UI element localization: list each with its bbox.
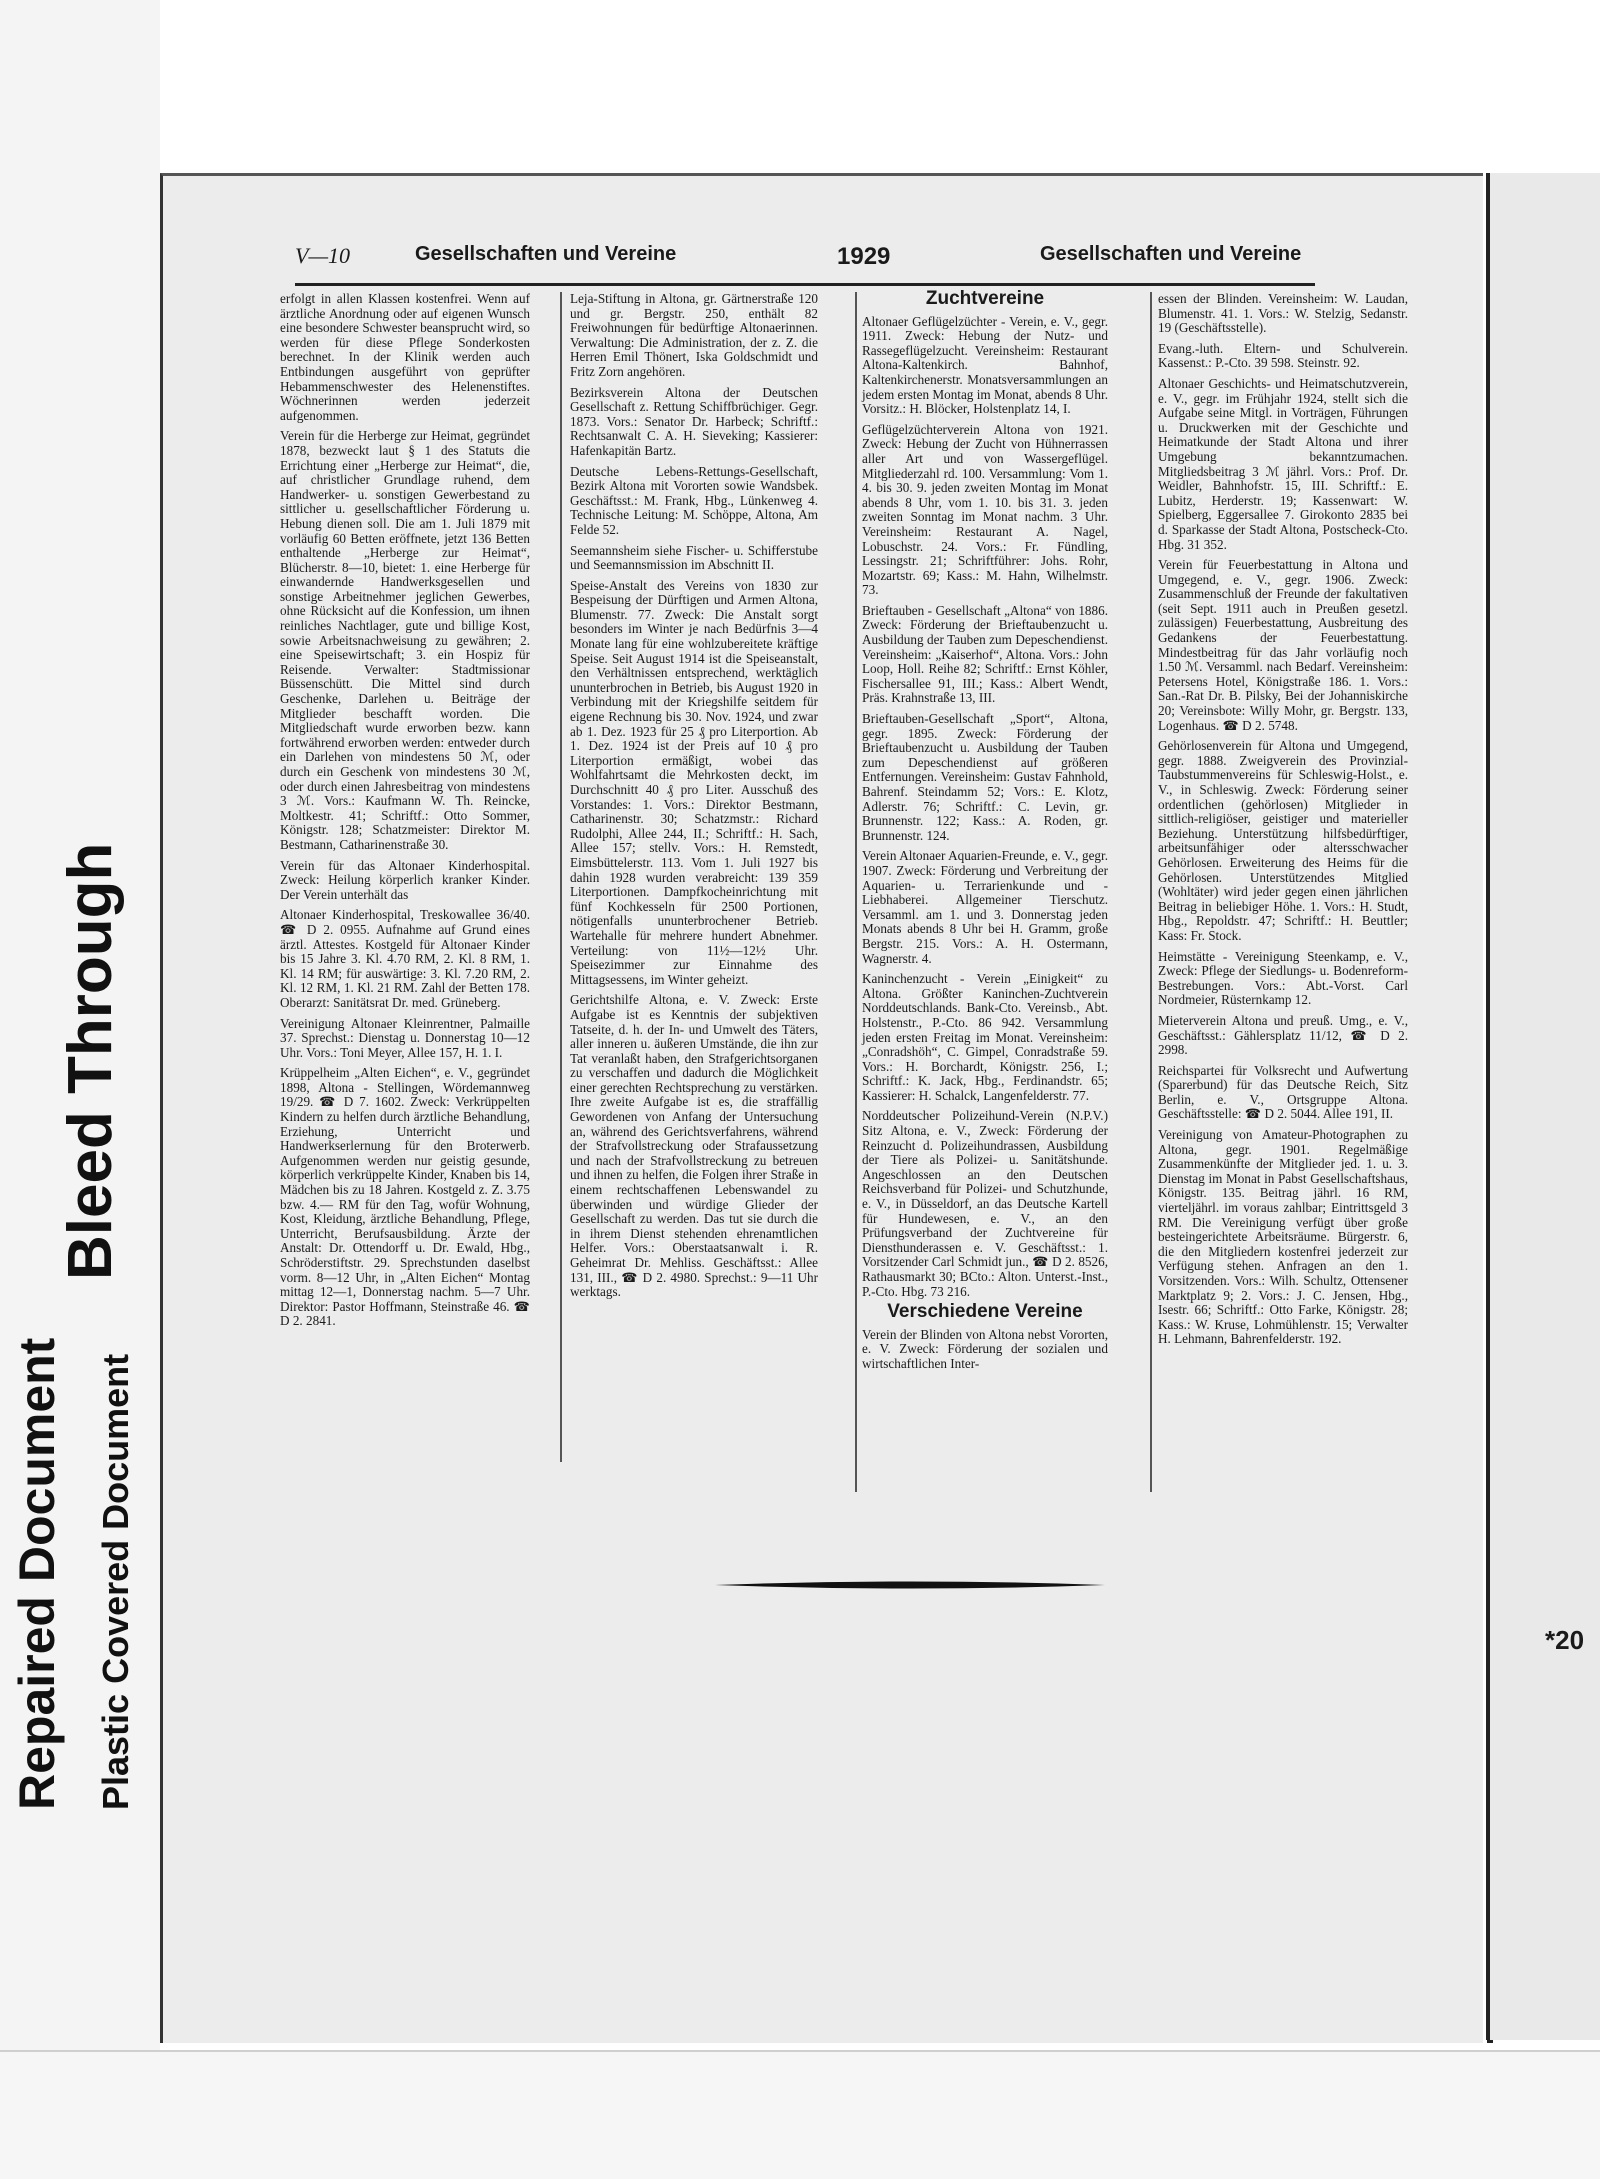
entry-paragraph: erfolgt in allen Klassen kostenfrei. Wenn auf ärztliche Anordnung oder auf eigenen Wunsch eine besondere Schwester beansprucht wird, so werden für diese Pflege Sonderkosten berechnet. In der Klinik werden auch Entbindungen ausgeführt von geprüfter Hebammenschwester des Helenenstiftes. Wöchnerinnen werden jederzeit aufgenommen. [280,291,530,423]
entry-paragraph: Bezirksverein Altona der Deutschen Gesellschaft z. Rettung Schiffbrüchiger. Gegr. 1873. Vors.: Senator Dr. Harbeck; Schriftf.: Rechtsanwalt C. A. H. Sieveking; Kassierer: Hafenkapitän Bartz. [570,384,818,458]
column-divider [855,292,857,1492]
entry-paragraph: Verein für Feuerbestattung in Altona und Umgegend, e. V., gegr. 1906. Zweck: Zusammenschluß der Freunde der fakultativen (seit Sept. 1911 auch in Preußen gesetzl. zulässigen) Feuerbestattung, Ausbreitung des Gedankens der Feuerbestattung. Mindestbeitrag für das Jahr vorläufig noch 1.50 ℳ. Versamml. nach Bedarf. Vereinsheim: Petersens Hotel, Königstraße 186. 1. Vors.: San.-Rat Dr. B. Pilsky, Bei der Johanniskirche 20; Vereinsbote: Willy Mohr, gr. Bergstr. 133, Logenhaus. ☎ D 2. 5748. [1158,557,1408,733]
entry-paragraph: Heimstätte - Vereinigung Steenkamp, e. V., Zweck: Pflege der Siedlungs- u. Bodenreform-Bestrebungen. Vors.: Abt.-Vorst. Carl Nordmeier, Rüsternkamp 12. [1158,948,1408,1008]
entry-paragraph: Leja-Stiftung in Altona, gr. Gärtnerstraße 120 und gr. Bergstr. 250, enthält 82 Freiwohnungen für bedürftige Altonaerinnen. Verwaltung: Die Administration, der z. Z. die Herren Emil Thönert, Iska Goldschmidt und Fritz Zorn angehören. [570,291,818,379]
repaired-document-label: Repaired Document [9,1337,65,1810]
column-2 [570,292,818,1306]
header-year: 1929 [837,243,891,270]
entry-paragraph: Vereinigung von Amateur-Photographen zu Altona, gegr. 1901. Regelmäßige Zusammenkünfte der Mitglieder jed. 1. u. 3. Dienstag im Monat in Pabst Gesellschaftshaus, Königstr. 135. Beitrag jährl. 16 RM, vierteljährl. im voraus zahlbar; Eintrittsgeld 3 RM. Die Vereinigung verfügt über große besteingerichtete Arbeitsräume. Bürgerstr. 6, die den Mitgliedern kostenfrei jederzeit zur Verfügung stehen. Anfragen an den 1. Vorsitzenden. Vors.: Wilh. Schultz, Ottensener Marktplatz 9; 2. Vors.: J. C. Jensen, Hbg., Isestr. 66; Schriftf.: Otto Farke, Königstr. 28; Kass.: W. Kruse, Lohmühlenstr. 15; Verwalter H. Lehmann, Bahrenfelderstr. 192. [1158,1127,1408,1347]
section-heading-verschiedene: Verschiedene Vereine [887,1301,1083,1323]
next-page-edge [1486,173,1600,2040]
entry-paragraph: Deutsche Lebens-Rettungs-Gesellschaft, Bezirk Altona mit Vororten sowie Wandsbek. Geschäftsst.: M. Frank, Hbg., Lünkenweg 4. Technische Leitung: M. Schöppe, Altona, Am Felde 52. [570,463,818,537]
entry-paragraph: Brieftauben-Gesellschaft „Sport“, Altona, gegr. 1895. Zweck: Förderung der Brieftaubenzucht u. Ausbildung der Tauben zum Depeschendienst auf größeren Entfernungen. Vereinsheim: Gustav Fahnhold, Bahrenf. Steindamm 52; Vors.: E. Klotz, Adlerstr. 76; Schriftf.: C. Levin, gr. Brunnenstr. 122; Kass.: A. Roden, gr. Brunnenstr. 124. [862,711,1108,843]
entry-paragraph: Gerichtshilfe Altona, e. V. Zweck: Erste Aufgabe ist es Kenntnis der subjektiven Tatseite, d. h. der In- und Umwelt des Täters, aller inneren u. äußeren Umstände, die ihn zur Tat veranlaßt haben, den Strafgerichtsorganen zu verschaffen und dadurch die Möglichkeit einer gerechten Rechtsprechung zu verstärken. Ihre zweite Aufgabe ist es, die straffällig Gewordenen von Anfang der Untersuchung an, während des Gerichtsverfahrens, während der Strafvollstreckung oder Strafaussetzung und nach der Strafvollstreckung zu betreuen und ihnen zu helfen, die Folgen ihrer Straße in einem rechtschaffenen Lebenswandel zu überwinden und würdige Glieder der Gesellschaft zu werden. Das tut sie durch die in ihrem Dienst stehenden ehrenamtlichen Helfer. Vors.: Oberstaatsanwalt i. R. Geheimrat Dr. Mehliss. Geschäftsst.: Allee 131, III., ☎ D 2. 4980. Sprechst.: 9—11 Uhr werktags. [570,992,818,1300]
entry-paragraph: Kaninchenzucht - Verein „Einigkeit“ zu Altona. Größter Kaninchen-Zuchtverein Norddeutschlands. Bank-Cto. Vereinsb., Abt. Holstenstr., P.-Cto. 86 942. Versammlung jeden ersten Freitag im Monat. Vereinsheim: „Conradshöh“, C. Gimpel, Conradstraße 59. Vors.: H. Borchardt, Königstr. 256, I.; Schriftf.: K. Jack, Hbg., Ferdinandstr. 65; Kassierer: H. Schalck, Langenfelderstr. 77. [862,971,1108,1103]
column-4 [1158,292,1408,1353]
entry-paragraph: Krüppelheim „Alten Eichen“, e. V., gegründet 1898, Altona - Stellingen, Wördemannweg 19/29. ☎ D 7. 1602. Zweck: Verkrüppelten Kindern zu helfen durch ärztliche Behandlung, Erziehung, Unterricht und Handwerkserlernung für den Broterwerb. Aufgenommen werden nur geistig gesunde, körperlich verkrüppelte Kinder, Knaben bis 14, Mädchen bis zu 18 Jahren. Kostgeld z. Z. 3.75 bzw. 4.— RM für den Tag, wofür Wohnung, Kost, Kleidung, ärztliche Behandlung, Pflege, Unterricht, Berufsausbildung. Ärzte der Anstalt: Dr. Ottendorff u. Dr. Ewald, Hbg., Schröderstiftstr. 29. Sprechstunden daselbst vorm. 8—12 Uhr, in „Alten Eichen“ Montag mittag 12—1, Donnerstag nachm. 5—7 Uhr. Direktor: Pastor Hoffmann, Steinstraße 46. ☎ D 2. 2841. [280,1065,530,1329]
entry-paragraph: Gehörlosenverein für Altona und Umgegend, gegr. 1888. Zweigverein des Provinzial-Taubstummenvereins für Schleswig-Holst., e. V., in Schleswig. Zweck: Förderung seiner ordentlichen (gehörlosen) Mitglieder in sittlich-religiöser, geistiger und materieller Beziehung. Unterstützung hilfsbedürftiger, arbeitsunfähiger oder altersschwacher Gehörlosen. Erweiterung des Heims für die Gehörlosen. Unterstützendes Mitglied (Wohltäter) wird jeder gegen einen jährlichen Beitrag in beliebiger Höhe. 1. Vors.: H. Studt, Hbg., Repoldstr. 47; Schriftf.: H. Beuttler; Kass: Fr. Stock. [1158,738,1408,943]
bleed-through-label: Bleed Through [56,842,125,1280]
column-divider [560,292,562,1462]
column-3 [862,288,1108,1378]
entry-paragraph: Speise-Anstalt des Vereins von 1830 zur Bespeisung der Dürftigen und Armen Altona, Blumenstr. 77. Zweck: Die Anstalt sorgt besonders im Winter je nach Bedürfnis 3—4 Monate lang für eine wohlzubereitete kräftige Speise. Seit August 1914 ist die Speiseanstalt, den Verhältnissen entsprechend, werktäglich ununterbrochen in Betrieb, bis August 1920 in Verbindung mit der Kriegshilfe seitdem für eigene Rechnung bis 30. Nov. 1924, und zwar ab 1. Dez. 1923 für 25 ₰ pro Literportion. Ab 1. Dez. 1924 ist der Preis auf 10 ₰ pro Literportion ermäßigt, wobei das Wohlfahrtsamt die Mehrkosten deckt, im Durchschnitt 40 ₰ pro Liter. Ausschuß des Vorstandes: 1. Vors.: Direktor Bestmann, Catharinenstr. 30; Schatzmstr.: Richard Rudolphi, Allee 244, II.; Schriftf.: H. Sach, Allee 157; stellv. Vors.: H. Remstedt, Eimsbüttelerstr. 113. Vom 1. Juli 1927 bis dahin 1928 wurden verabreicht: 139 359 Literportionen. Dampfkocheinrichtung mit fünf Kochkesseln für 2500 Portionen, nötigenfalls ununterbrochener Betrieb. Wartehalle für mehrere hundert Abnehmer. Verteilung: von 11½—12½ Uhr. Speisezimmer zur Einnahme des Mittagsessens, im Winter geheizt. [570,577,818,987]
column-1 [280,292,530,1335]
header-right-title: Gesellschaften und Vereine [1040,243,1302,265]
column-divider [1150,292,1152,1492]
entry-paragraph: Altonaer Geflügelzüchter - Verein, e. V., gegr. 1911. Zweck: Hebung der Nutz- und Rassegeflügelzucht. Vereinsheim: Restaurant Altona-Kaltenkirch. Bahnhof, Kaltenkirchenerstr. Monatsversammlungen an jedem ersten Montag im Monat, abends 8 Uhr. Vorsitz.: H. Blöcker, Holstenplatz 14, I. [862,313,1108,417]
entry-paragraph: Geflügelzüchterverein Altona von 1921. Zweck: Hebung der Zucht von Hühnerrassen aller Art und von Wassergeflügel. Mitgliederzahl rd. 100. Versammlung: Vom 1. 4. bis 30. 9. jeden zweiten Montag im Monat abends 8 Uhr, vom 1. 10. bis 31. 3. jeden zweiten Sonntag im Monat nachm. 3 Uhr. Vereinsheim: Restaurant A. Nagel, Lobuschstr. 24. Vors.: Fr. Fündling, Lessingstr. 21; Schriftführer: Johs. Rohr, Mozartstr. 69; Kass.: M. Hahn, Wilhelmstr. 73. [862,421,1108,598]
end-ornament [715,1580,1105,1590]
section-heading-zuchtvereine: Zuchtvereine [925,288,1045,309]
page-reference: V—10 [295,243,350,268]
entry-paragraph: Verein der Blinden von Altona nebst Vororten, e. V. Zweck: Förderung der sozialen und wirtschaftlichen Inter- [862,1326,1108,1371]
entry-paragraph: Seemannsheim siehe Fischer- u. Schifferstube und Seemannsmission im Abschnitt II. [570,542,818,573]
page-header [295,243,1315,286]
entry-paragraph: Verein Altonaer Aquarien-Freunde, e. V., gegr. 1907. Zweck: Förderung und Verbreitung der Aquarien- u. Terrarienkunde und -Liebhaberei. Allgemeiner Tierschutz. Versamml. am 1. und 3. Donnerstag jeden Monats abends 8 Uhr bei H. Gramm, große Bergstr. 215. Vors.: A. H. Ostermann, Wagnerstr. 4. [862,848,1108,966]
entry-paragraph: Reichspartei für Volksrecht und Aufwertung (Sparerbund) für das Deutsche Reich, Sitz Berlin, e. V., Ortsgruppe Altona. Geschäftsstelle: ☎ D 2. 5044. Allee 191, II. [1158,1062,1408,1122]
entry-paragraph: Verein für die Herberge zur Heimat, gegründet 1878, bezweckt laut § 1 des Statuts die Errichtung einer „Herberge zur Heimat“, die, auf christlicher Grundlage ruhend, dem Handwerker- u. sonstigen Gewerbestand zu sittlicher u. gesellschaftlicher Förderung u. Hebung dienen soll. Die am 1. Juli 1879 mit vorläufig 60 Betten eröffnete, jetzt 136 Betten enthaltende „Herberge zur Heimat“, Blücherstr. 8—10, bietet: 1. eine Herberge für einwandernde Handwerksgesellen und sonstige Arbeitnehmer jeglichen Gewerbes, ohne Rücksicht auf die Konfession, um ihnen reinliches Nachtlager, gute und billige Kost, sowie Arbeitsnachweisung zu gewähren; 2. eine Speisewirtschaft; 3. ein Hospiz für Reisende. Verwalter: Stadtmissionar Büssenschütt. Die Mittel sind durch Geschenke, Darlehen u. Beiträge der Mitglieder beschafft worden. Die Mitgliedschaft wurde erworben bezw. kann fortwährend erworben werden: entweder durch ein Darlehen von mindestens 50 ℳ, oder durch ein Geschenk von mindestens 30 ℳ, oder durch einen Jahresbeitrag von mindestens 3 ℳ. Vors.: Kaufmann W. Th. Reincke, Moltkestr. 41; Schriftf.: Otto Sommer, Königstr. 128; Schatzmeister: Direktor M. Bestmann, Catharinenstraße 30. [280,428,530,852]
header-left-title: Gesellschaften und Vereine [415,243,677,265]
entry-paragraph: Norddeutscher Polizeihund-Verein (N.P.V.) Sitz Altona, e. V., Zweck: Förderung der Reinzucht d. Polizeihundrassen, Ausbildung der Tiere als Polizei- u. Sanitätshunde. Angeschlossen an den Deutschen Reichsverband für Polizei- und Schutzhunde, e. V., in Düsseldorf, an das Deutsche Kartell für Hundewesen, e. V., an den Prüfungsverband der Zuchtvereine für Diensthunderassen e. V. Geschäftsst.: 1. Vorsitzender Carl Schmidt jun., ☎ D 2. 8526, Rathausmarkt 30; BCto.: Alton. Unterst.-Inst., P.-Cto. Hbg. 73 216. [862,1108,1108,1299]
entry-paragraph: Verein für das Altonaer Kinderhospital. Zweck: Heilung körperlich kranker Kinder. Der Verein unterhält das [280,857,530,902]
bottom-margin-band [0,2050,1600,2179]
entry-paragraph: Mieterverein Altona und preuß. Umg., e. V., Geschäftsst.: Gählersplatz 11/12, ☎ D 2. 2998. [1158,1012,1408,1058]
entry-paragraph: Vereinigung Altonaer Kleinrentner, Palmaille 37. Sprechst.: Dienstag u. Donnerstag 10—12 Uhr. Vors.: Toni Meyer, Allee 157, H. 1. I. [280,1015,530,1060]
entry-paragraph: Altonaer Geschichts- und Heimatschutzverein, e. V., gegr. im Frühjahr 1924, stellt sich die Aufgabe seine Mitgl. in Vorträgen, Führungen u. Druckwerken mit der Geschichte und Heimatkunde der Stadt Altona und ihrer Umgebung bekanntzumachen. Mitgliedsbeitrag 3 ℳ jährl. Vors.: Prof. Dr. Weidler, Bahnhofstr. 15, III. Schriftf.: E. Lubitz, Herderstr. 19; Kassenwart: W. Spielberg, Eggersallee 7. Girokonto 2835 bei d. Sparkasse der Stadt Altona, Postscheck-Cto. Hbg. 31 352. [1158,375,1408,552]
entry-paragraph: Altonaer Kinderhospital, Treskowallee 36/40. ☎ D 2. 0955. Aufnahme auf Grund eines ärztl. Attestes. Kostgeld für Altonaer Kinder bis 15 Jahre 3. Kl. 4.70 RM, 2. Kl. 8 RM, 1. Kl. 14 RM; für auswärtige: 3. Kl. 7.20 RM, 2. Kl. 12 RM, 1. Kl. 21 RM. Zahl der Betten 178. Oberarzt: Sanitätsrat Dr. med. Grüneberg. [280,907,530,1010]
entry-paragraph: essen der Blinden. Vereinsheim: W. Laudan, Blumenstr. 41. 1. Vors.: W. Stelzig, Sedanstr. 19 (Geschäftsstelle). [1158,291,1408,336]
entry-paragraph: Evang.-luth. Eltern- und Schulverein. Kassenst.: P.-Cto. 39 598. Steinstr. 92. [1158,340,1408,371]
page-number: *20 [1545,1625,1585,1655]
plastic-covered-label: Plastic Covered Document [95,1353,136,1810]
entry-paragraph: Brieftauben - Gesellschaft „Altona“ von 1886. Zweck: Förderung der Brieftaubenzucht u. Ausbildung der Tauben zum Depeschendienst. Vereinsheim: „Kaiserhof“, Altona. Vors.: John Loop, Holl. Reihe 82; Schriftf.: Ernst Köhler, Fischersallee 91, III.; Kass.: Albert Wendt, Präs. Krahnstraße 13, III. [862,602,1108,706]
